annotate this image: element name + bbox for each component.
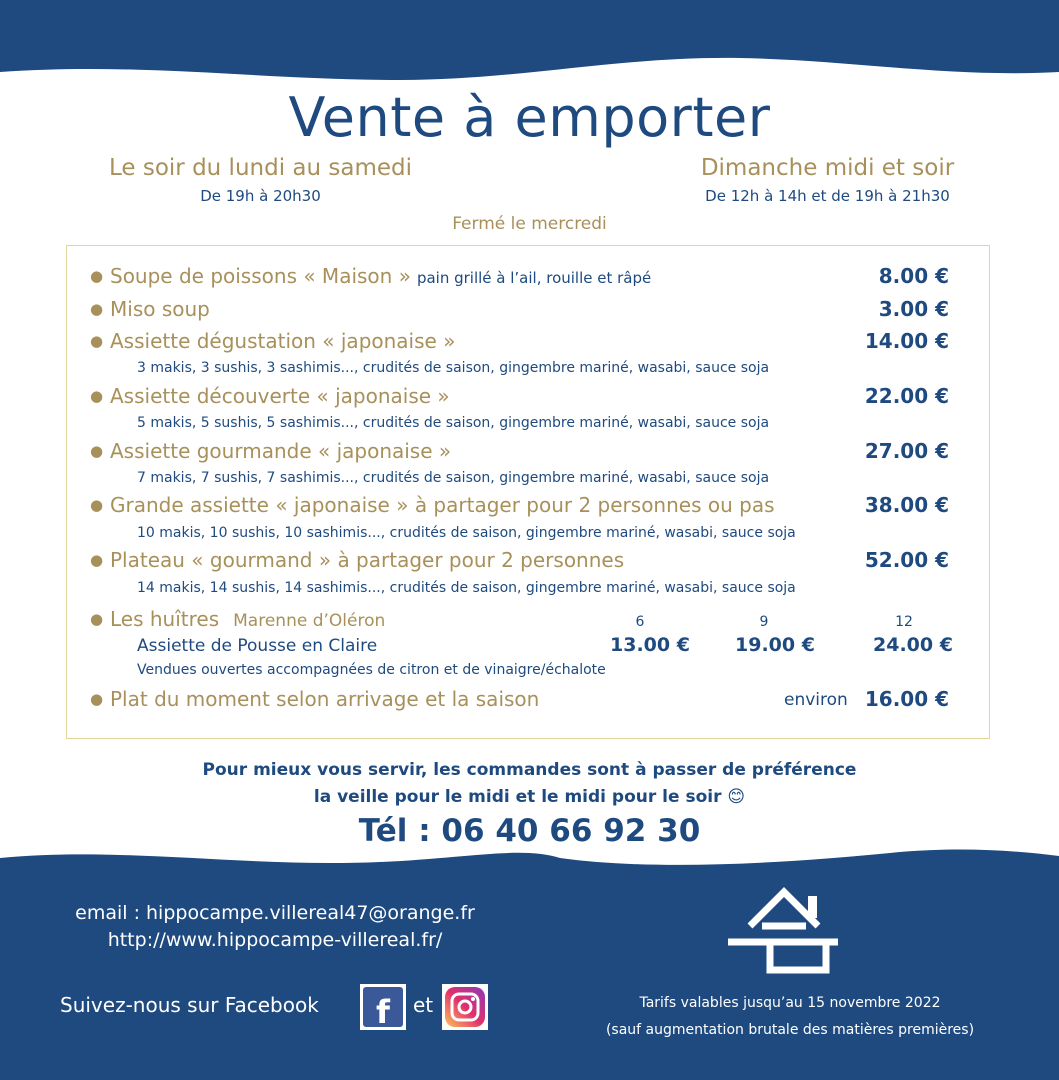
menu-item-description: 14 makis, 14 sushis, 14 sashimis..., crudités de saison, gingembre mariné, wasabi, sauce soja [137, 580, 796, 596]
bullet-icon: ● [90, 267, 104, 285]
oyster-qty: 9 [759, 614, 769, 630]
menu-item-price: 16.00 € [864, 687, 949, 711]
menu-item-price: 8.00 € [878, 264, 949, 288]
menu-item [90, 264, 949, 288]
menu-item [90, 439, 949, 463]
smile-emoji-icon: 😊 [727, 787, 746, 807]
price-prefix: environ [784, 690, 848, 710]
instagram-icon[interactable] [442, 984, 488, 1030]
website-link[interactable]: http://www.hippocampe-villereal.fr/ [107, 929, 443, 951]
tarifs-note [565, 990, 1015, 1044]
svg-text:f: f [376, 993, 390, 1030]
weekday-time: De 19h à 20h30 [200, 187, 321, 205]
weekday-hours [88, 155, 433, 205]
tarifs-line1: Tarifs valables jusqu’au 15 novembre 2022 [639, 995, 941, 1011]
email-link[interactable]: email : hippocampe.villereal47@orange.fr [75, 902, 475, 924]
menu-item [90, 493, 949, 517]
bullet-icon: ● [90, 387, 104, 405]
and-text: et [413, 993, 434, 1017]
bullet-icon: ● [90, 610, 104, 628]
bullet-icon: ● [90, 300, 104, 318]
sunday-hours [680, 155, 975, 205]
menu-item-name: Assiette gourmande « japonaise » [110, 439, 452, 463]
oyster-qty: 6 [635, 614, 645, 630]
menu-item-name: Assiette dégustation « japonaise » [110, 329, 456, 353]
follow-text: Suivez-nous sur Facebook [60, 993, 319, 1017]
weekday-heading: Le soir du lundi au samedi [108, 155, 413, 181]
sunday-heading: Dimanche midi et soir [700, 155, 955, 181]
menu-item-description: 5 makis, 5 sushis, 5 sashimis..., crudités de saison, gingembre mariné, wasabi, sauce soja [137, 415, 770, 431]
facebook-icon[interactable] [360, 984, 406, 1030]
order-note [0, 757, 1059, 811]
bullet-icon: ● [90, 496, 104, 514]
menu-item-description: 7 makis, 7 sushis, 7 sashimis..., crudités de saison, gingembre mariné, wasabi, sauce soja [137, 470, 770, 486]
oyster-price: 19.00 € [735, 634, 815, 656]
oyster-origin: Marenne d’Oléron [233, 611, 386, 631]
menu-item-price: 3.00 € [878, 297, 949, 321]
page-title: Vente à emporter [288, 86, 771, 149]
menu-item-name: Grande assiette « japonaise » à partager pour 2 personnes ou pas [110, 493, 775, 517]
menu-item [90, 548, 949, 572]
oyster-description: Vendues ouvertes accompagnées de citron et de vinaigre/échalote [137, 662, 606, 678]
menu-item-description: 3 makis, 3 sushis, 3 sashimis..., crudités de saison, gingembre mariné, wasabi, sauce soja [137, 360, 770, 376]
menu-item-name: Assiette découverte « japonaise » [110, 384, 450, 408]
menu-item-description: 10 makis, 10 sushis, 10 sashimis..., crudités de saison, gingembre mariné, wasabi, sauce soja [137, 525, 796, 541]
menu-item-price: 14.00 € [864, 329, 949, 353]
menu-item [90, 297, 949, 321]
oyster-price: 24.00 € [873, 634, 953, 656]
menu-item-name: Miso soup [110, 297, 210, 321]
menu-item-price: 27.00 € [864, 439, 949, 463]
menu-item-price: 52.00 € [864, 548, 949, 572]
bullet-icon: ● [90, 690, 104, 708]
bullet-icon: ● [90, 332, 104, 350]
menu-item [90, 384, 949, 408]
menu-item [90, 329, 949, 353]
phone-number[interactable]: Tél : 06 40 66 92 30 [358, 813, 701, 849]
oyster-qty: 12 [895, 614, 913, 630]
menu-item-oysters [90, 607, 949, 631]
bullet-icon: ● [90, 442, 104, 460]
menu-item-price: 38.00 € [864, 493, 949, 517]
tarifs-line2: (sauf augmentation brutale des matières premières) [605, 1022, 975, 1038]
sunday-time: De 12h à 14h et de 19h à 21h30 [705, 187, 950, 205]
oyster-plate: Assiette de Pousse en Claire [137, 636, 378, 656]
closed-day: Fermé le mercredi [452, 214, 607, 234]
menu-item-note: pain grillé à l’ail, rouille et râpé [416, 269, 652, 287]
contact-info [30, 900, 520, 954]
menu-item-name: Plateau « gourmand » à partager pour 2 personnes [110, 548, 625, 572]
order-note-line1: Pour mieux vous servir, les commandes sont à passer de préférence [202, 760, 857, 780]
menu-item-name: Les huîtres [110, 607, 220, 631]
order-note-line2: la veille pour le midi et le midi pour le soir [313, 787, 722, 807]
menu-item-name: Soupe de poissons « Maison » [110, 264, 411, 288]
house-logo-icon [728, 886, 840, 976]
bullet-icon: ● [90, 551, 104, 569]
menu-item-name: Plat du moment selon arrivage et la saison [110, 687, 540, 711]
menu-item-price: 22.00 € [864, 384, 949, 408]
oyster-price: 13.00 € [610, 634, 690, 656]
